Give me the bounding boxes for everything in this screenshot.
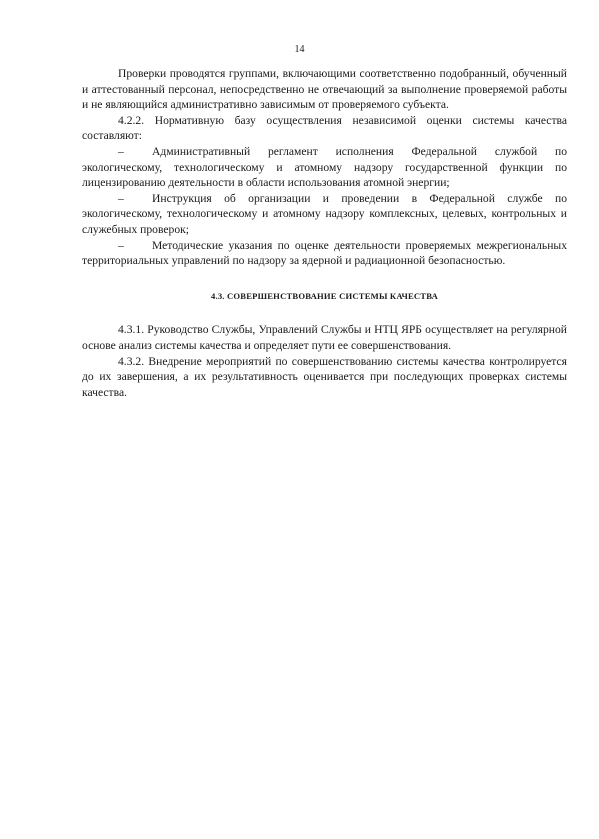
list-item-text: Административный регламент исполнения Федеральной службой по экологическому, технологическому и атомному надзору государственной функции по лицензированию деятельности в области использования атомной энергии; bbox=[82, 144, 567, 190]
list-item bbox=[82, 144, 567, 191]
list-item bbox=[82, 238, 567, 269]
list-item bbox=[82, 191, 567, 238]
paragraph-4-3-2: 4.3.2. Внедрение мероприятий по совершенствованию системы качества контролируется до их завершения, а их результативность оценивается при последующих проверках системы качества. bbox=[82, 354, 567, 399]
list-dash: – bbox=[118, 144, 124, 158]
paragraph-inspection-groups: Проверки проводятся группами, включающими соответственно подобранный, обученный и аттестованный персонал, непосредственно не отвечающий за выполнение проверяемой работы и не являющийся административно зависимым от проверяемого субъекта. bbox=[82, 67, 567, 112]
section-heading-4-3: 4.3. СОВЕРШЕНСТВОВАНИЕ СИСТЕМЫ КАЧЕСТВА bbox=[210, 290, 439, 301]
list-dash: – bbox=[118, 191, 124, 205]
list-item-text: Методические указания по оценке деятельности проверяемых межрегиональных территориальных управлений по надзору за ядерной и радиационной безопасностью. bbox=[82, 238, 567, 268]
page-number: 14 bbox=[294, 44, 305, 55]
paragraph-4-3-1: 4.3.1. Руководство Службы, Управлений Службы и НТЦ ЯРБ осуществляет на регулярной основе анализ системы качества и определяет пути ее совершенствования. bbox=[82, 323, 567, 352]
list-item-text: Инструкция об организации и проведении в Федеральной службе по экологическому, технологическому и атомному надзору комплексных, целевых, контрольных и служебных проверок; bbox=[82, 191, 567, 236]
list-dash: – bbox=[118, 238, 124, 252]
paragraph-4-2-2: 4.2.2. Нормативную базу осуществления независимой оценки системы качества составляют: bbox=[82, 113, 567, 143]
document-body bbox=[82, 66, 567, 400]
